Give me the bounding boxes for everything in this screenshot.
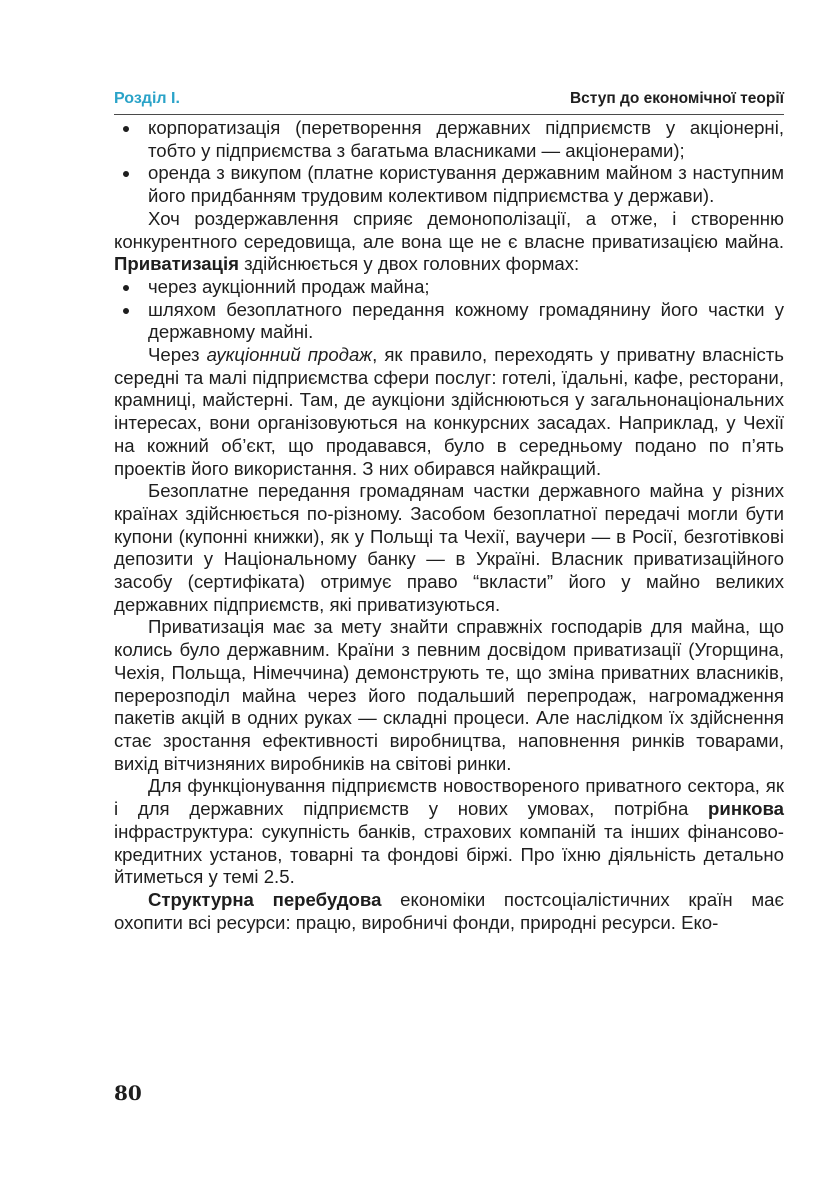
- book-title: Вступ до економічної теорії: [569, 90, 784, 107]
- paragraph: [114, 775, 784, 889]
- paragraph-text: Для функціонування підприємств новоствореного приватного сектора, як і для державних підприємств у нових умовах, потрібна: [114, 775, 784, 820]
- body-text: [114, 117, 784, 934]
- running-header: [114, 84, 784, 115]
- paragraph-text: інфраструктура: сукупність банків, страхових компаній та інших фінансово-кредитних установ, товарні та фондові біржі. Про їхню діяльність детально йтиметься у темі 2.5.: [114, 820, 784, 888]
- bullet-item: шляхом безоплатного передання кожному громадянину його частки у державному майні.: [114, 299, 784, 344]
- paragraph-text: економіки постсоціалістичних країн має охопити всі ресурси: працю, виробничі фонди, природні ресурси. Еко-: [114, 888, 784, 933]
- section-label: Розділ I.: [114, 90, 180, 107]
- bullet-item: оренда з викупом (платне користування державним майном з наступним його придбанням трудовим колективом підприємства у держави).: [114, 162, 784, 207]
- bold-term: ринкова: [708, 798, 784, 820]
- bullet-item: через аукціонний продаж майна;: [114, 276, 784, 299]
- paragraph: [114, 889, 784, 934]
- page-number: 80: [114, 1081, 142, 1105]
- paragraph: [114, 344, 784, 480]
- bullet-item: корпоратизація (перетворення державних підприємств у акціонерні, тобто у підприємства з багатьма власниками — акціонерами);: [114, 117, 784, 162]
- paragraph: [114, 208, 784, 276]
- paragraph-text: Хоч роздержавлення сприяє демонополізації, а отже, і створенню конкурентного середовища, але вона ще не є власне приватизацією майна.: [114, 207, 784, 252]
- italic-term: аукціонний продаж: [206, 344, 373, 366]
- paragraph-text: Через: [148, 344, 207, 366]
- paragraph-text: , як правило, переходять у приватну власність середні та малі підприємства сфери послуг: готелі, їдальні, кафе, ресторани, крамниці, майстерні. Там, де аукціони здійснюються у загальнонаціональних інтересах, вони організовуються на конкурсних засадах. Наприклад, у Чехії на кожний об’єкт, що продавався, було в середньому подано по п’ять проектів його використання. З них обирався найкращий.: [114, 344, 784, 479]
- bold-term: Структурна перебудова: [148, 888, 382, 910]
- paragraph: Приватизація має за мету знайти справжніх господарів для майна, що колись було державним. Країни з певним досвідом приватизації (Угорщина, Чехія, Польща, Німеччина) демонструють те, що зміна приватних власників, перерозподіл майна через його подальший перепродаж, нагромадження пакетів акцій в одних руках — складні процеси. Але наслідком їх здійснення стає зростання ефективності виробництва, наповнення ринків товарами, вихід вітчизняних виробників на світові ринки.: [114, 616, 784, 774]
- paragraph-text: здійснюється у двох головних формах:: [239, 253, 580, 275]
- paragraph: Безоплатне передання громадянам частки державного майна у різних країнах здійснюється по-різному. Засобом безоплатної передачі могли бути купони (купонні книжки), як у Польщі та Чехії, ваучери — в Росії, безготівкові депозити у Національному банку — в Україні. Власник приватизаційного засобу (сертифіката) отримує право “вкласти” його у майно великих державних підприємств, які приватизуються.: [114, 480, 784, 615]
- bold-term: Приватизація: [114, 253, 239, 275]
